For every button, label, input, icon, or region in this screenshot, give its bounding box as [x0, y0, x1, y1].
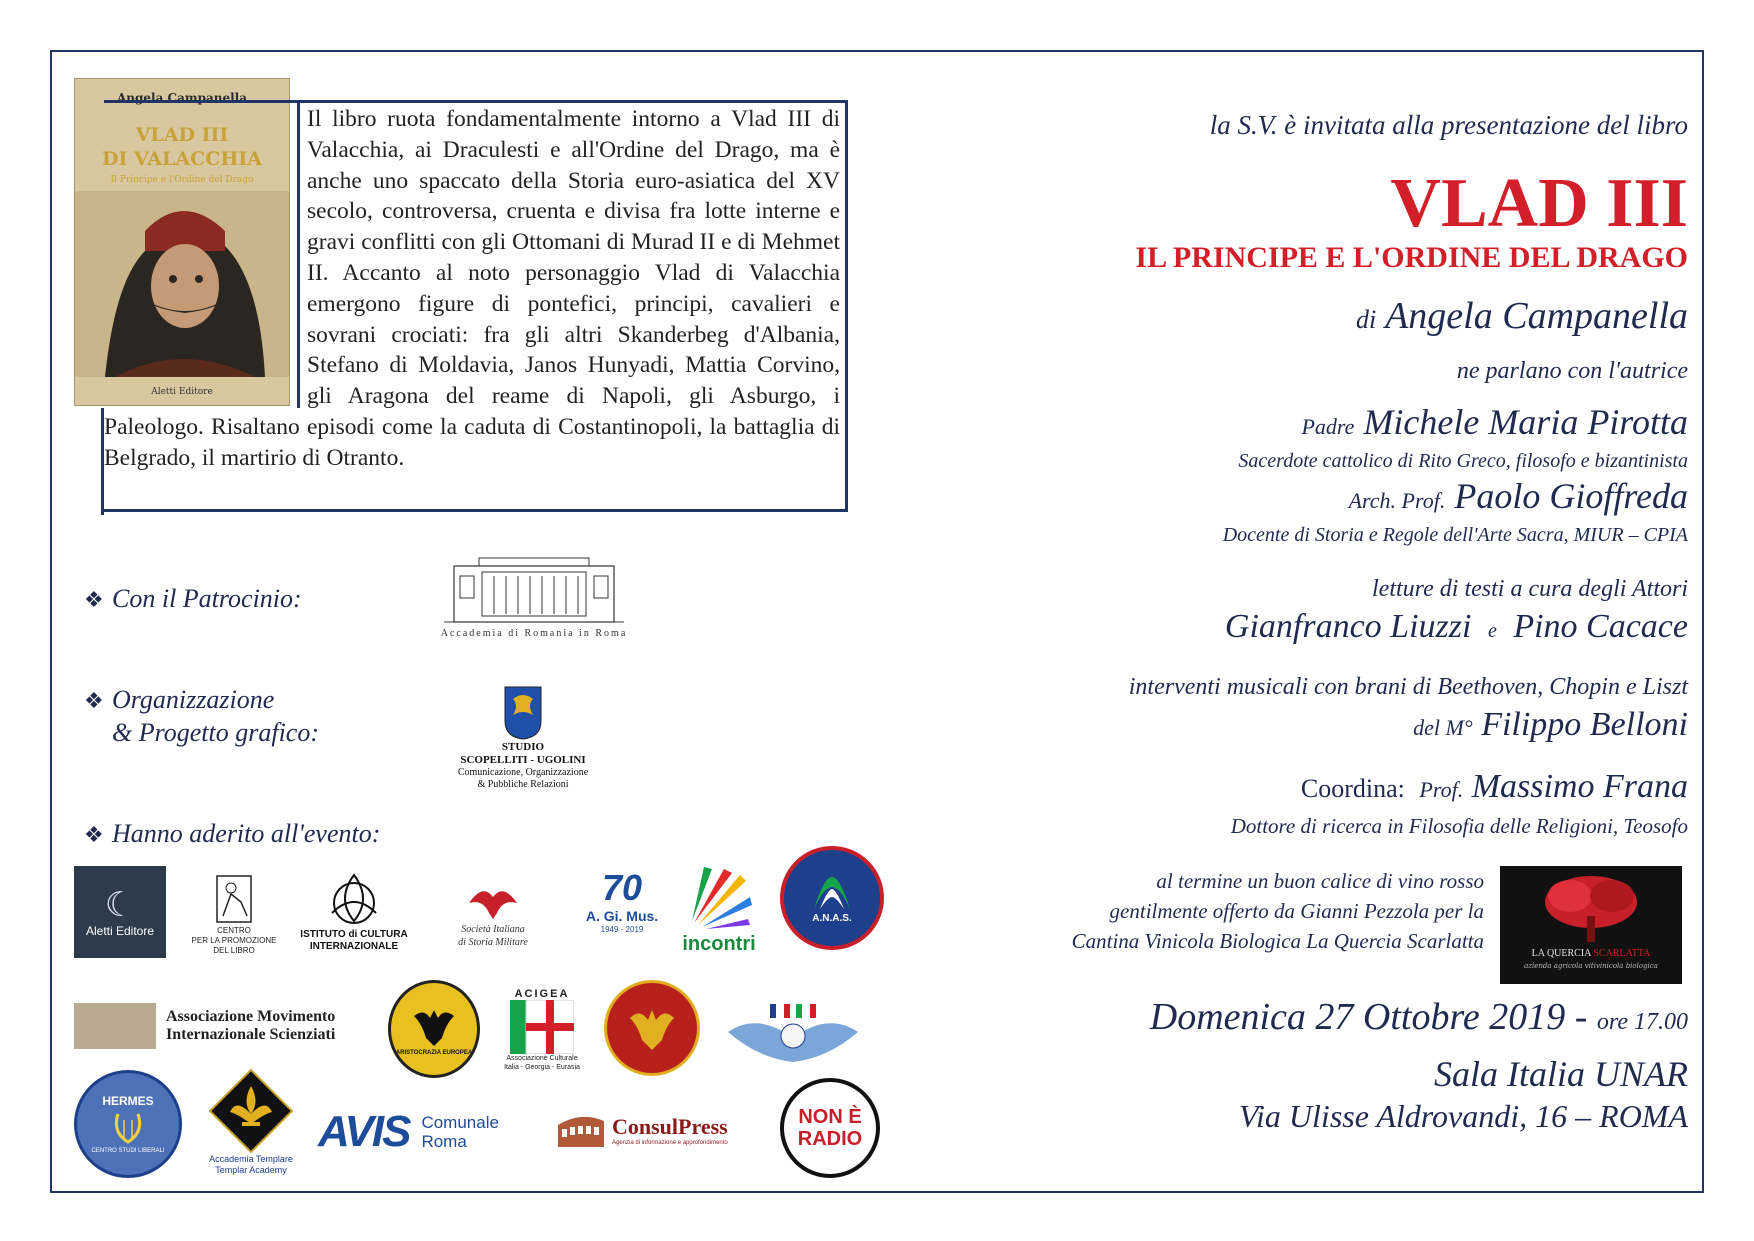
societa-storia-militare-logo: Società Italiana di Storia Militare: [436, 866, 550, 962]
fleur-de-lis-icon: [208, 1068, 294, 1154]
aletti-editore-logo: ☾ Aletti Editore: [74, 866, 166, 958]
invite-line: la S.V. è invitata alla presentazione del libro: [1209, 110, 1688, 140]
diamond-bullet-icon: ❖: [84, 822, 104, 847]
speaker1-role: Sacerdote cattolico di Rito Greco, filosofo e bizantinista: [1238, 450, 1688, 472]
vino-note: al termine un buon calice di vino rosso gentilmente offerto da Gianni Pezzola per la Cantina Vinicola Biologica La Quercia Scarlatta: [1071, 869, 1484, 953]
delegazione-logo: [604, 980, 700, 1076]
aderito-label: ❖ Hanno aderito all'evento:: [84, 818, 380, 851]
tricolor-swoosh-icon: [810, 873, 854, 913]
venue-line: Sala Italia UNAR: [1434, 1054, 1688, 1094]
flags-eagle-logo: [716, 990, 870, 1066]
scienziati-photo: [74, 1003, 156, 1049]
crescent-moon-icon: ☾: [104, 886, 136, 924]
aristocrazia-europea-logo: ARISTOCRAZIA EUROPEA: [388, 980, 480, 1078]
maestro-line: del M° Filippo Belloni: [1413, 706, 1688, 743]
incontri-logo: incontri: [676, 858, 762, 960]
letture-line: letture di testi a cura degli Attori: [1372, 576, 1688, 602]
studio-scopelliti-logo: STUDIO SCOPELLITI - UGOLINI Comunicazione, Organizzazione & Pubbliche Relazioni: [430, 678, 616, 798]
red-eagle-icon: [463, 879, 523, 923]
cover-subtitle: Il Principe e l'Ordine del Drago: [110, 175, 254, 185]
anas-logo: A.N.A.S.: [780, 846, 884, 950]
actors-line: Gianfranco Liuzzi e Pino Cacace: [1224, 608, 1688, 645]
patrocinio-label: ❖ Con il Patrocinio:: [84, 583, 302, 616]
address-line: Via Ulisse Aldrovandi, 16 – ROMA: [1238, 1098, 1688, 1134]
coordina-role: Dottore di ricerca in Filosofia delle Religioni, Teosofo: [1230, 814, 1688, 838]
speaker2-role: Docente di Storia e Regole dell'Arte Sacra, MIUR – CPIA: [1222, 524, 1688, 546]
book-description: Il libro ruota fondamentalmente intorno a Vlad III di Valacchia, ai Draculesti e all'Ordine del Drago, ma è anche uno spaccato della Storia euro-asiatica del XV secolo, controversa, cruenta e divisa fra lotte interne e gravi conflitti con gli Ottomani di Murad II e di Mehmet II. Accanto al noto personaggio Vlad di Valacchia emergono figure di pontefici, principi, cavalieri e sovrani crociati: fra gli altri Skanderbeg d'Albania, Stefano di Moldavia, Janos Hunyadi, Mattia Corvino, gli Aragona del reame di Napoli, gli Asburgo, i Paleologo. Risaltano episodi come la caduta di Costantinopoli, la battaglia di Belgrado, il martirio di Otranto.: [104, 106, 840, 471]
cover-publisher: Aletti Editore: [151, 387, 213, 397]
speaker2-line: Arch. Prof. Paolo Gioffreda: [1348, 476, 1688, 516]
lyre-icon: [108, 1108, 148, 1148]
cover-author: Angela Campanella: [116, 91, 247, 105]
centro-promozione-libro-logo: CENTRO PER LA PROMOZIONE DEL LIBRO: [190, 866, 278, 962]
date-line: Domenica 27 Ottobre 2019 - ore 17.00: [1149, 996, 1688, 1038]
diamond-bullet-icon: ❖: [84, 587, 104, 612]
cover-title: VLAD III DI VALACCHIA: [102, 124, 262, 170]
author-line: di Angela Campanella: [1356, 295, 1688, 337]
building-icon: [434, 554, 634, 628]
georgia-italy-flag-icon: [510, 1000, 574, 1054]
musica-line: interventi musicali con brani di Beethoven, Chopin e Liszt: [1128, 674, 1688, 700]
hermes-logo: HERMES CENTRO STUDI LIBERALI: [74, 1070, 182, 1178]
golden-eagle-icon: [624, 1000, 680, 1056]
double-eagle-icon: [410, 1002, 458, 1050]
organizzazione-label: ❖ Organizzazione & Progetto grafico:: [84, 685, 320, 747]
crossed-flags-icon: [718, 992, 868, 1064]
triquetra-icon: [324, 869, 384, 929]
non-e-radio-logo: NON È RADIO: [780, 1078, 880, 1178]
red-oak-tree-icon: [1500, 866, 1682, 946]
accademia-romania-logo: Accademia di Romania in Roma: [412, 548, 656, 644]
incontri-rays-icon: [684, 863, 754, 933]
speaker1-line: Padre Michele Maria Pirotta: [1301, 402, 1688, 442]
accademia-templare-logo: Accademia Templare Templar Academy: [196, 1062, 306, 1182]
acigea-logo: ACIGEA Associazione Culturale Italia - Georgia - Eurasia: [504, 988, 580, 1071]
quercia-scarlatta-logo: LA QUERCIA SCARLATTA azienda agricola vitivinicola biologica: [1500, 866, 1682, 984]
consulpress-logo: ConsulPress Agenzia di informazione e approfondimento: [556, 1100, 766, 1162]
reader-figure-icon: [209, 872, 259, 926]
movimento-scienziati-logo: Associazione Movimento Internazionale Scienziati: [74, 1002, 364, 1050]
avis-roma-logo: AVIS Comunale Roma: [318, 1107, 499, 1156]
ne-parlano-line: ne parlano con l'autrice: [1456, 358, 1688, 384]
event-title: VLAD III: [1390, 165, 1688, 242]
coat-of-arms-icon: [503, 685, 543, 741]
istituto-cultura-internazionale-logo: ISTITUTO di CULTURA INTERNAZIONALE: [284, 862, 424, 960]
colosseum-icon: [556, 1111, 606, 1151]
diamond-bullet-icon: ❖: [84, 688, 104, 713]
coordina-line: Coordina: Prof. Massimo Frana: [1300, 768, 1688, 805]
event-subtitle: IL PRINCIPE E L'ORDINE DEL DRAGO: [1135, 241, 1688, 274]
agimus-logo: 70 A. Gi. Mus. 1949 - 2019: [585, 867, 659, 934]
